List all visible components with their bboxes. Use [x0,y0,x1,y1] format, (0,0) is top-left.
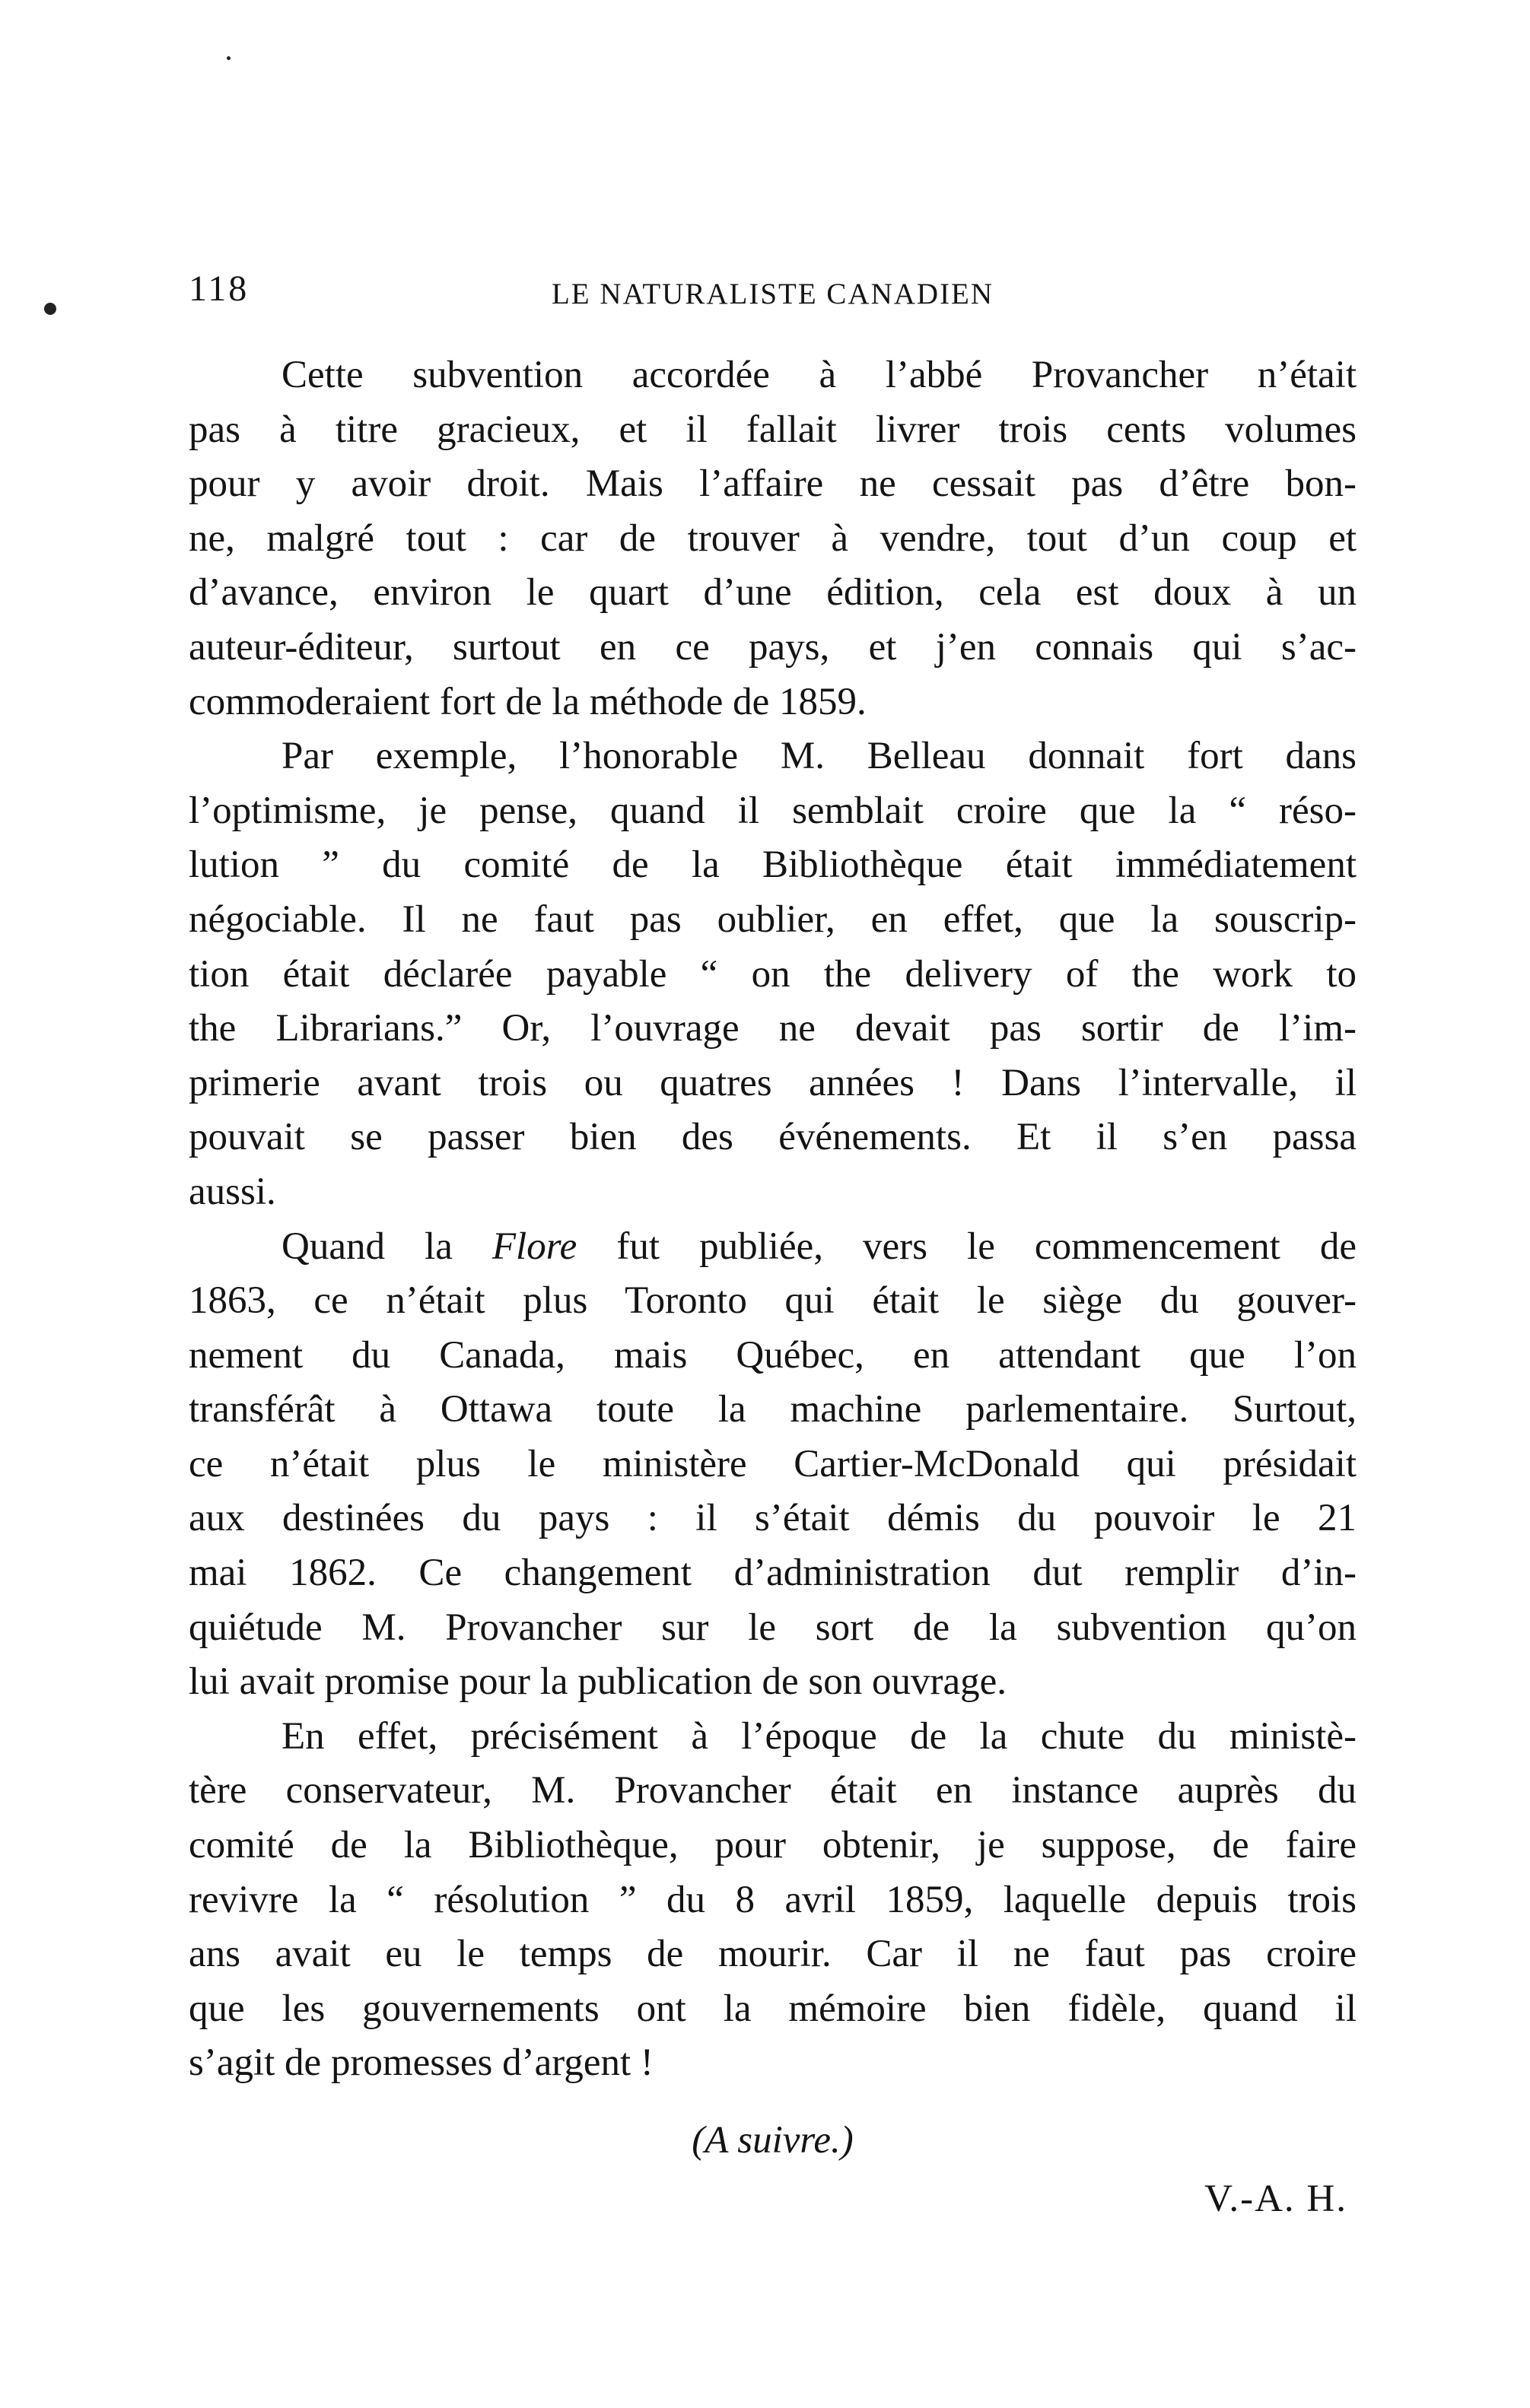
text-line: mai 1862. Ce changement d’administration dut remplir d’in- [189,1552,1357,1595]
paragraph [189,1710,1357,2091]
text-line: auteur-éditeur, surtout en ce pays, et j’en connais qui s’ac- [189,625,1357,669]
text-line: commoderaient fort de la méthode de 1859. [189,680,867,723]
text-line: aux destinées du pays : il s’était démis du pouvoir le 21 [189,1497,1357,1540]
text-run: Quand la [282,1225,492,1268]
text-line: nement du Canada, mais Québec, en attendant que l’on [189,1333,1357,1377]
text-line: the Librarians.” Or, l’ouvrage ne devait pas sortir de l’im- [189,1007,1357,1050]
margin-speck [227,56,231,60]
margin-speck [44,303,56,315]
text-line: tion était déclarée payable “ on the delivery of the work to [189,952,1357,996]
text-line: ans avait eu le temps de mourir. Car il ne faut pas croire [189,1933,1357,1976]
text-line: que les gouvernements ont la mémoire bien fidèle, quand il [189,1987,1357,2030]
text-line: l’optimisme, je pense, quand il semblait croire que la “ réso- [189,789,1357,832]
text-line: Par exemple, l’honorable M. Belleau donnait fort dans [282,735,1357,778]
text-line: pour y avoir droit. Mais l’affaire ne cessait pas d’être bon- [189,462,1357,506]
text-line: 1863, ce n’était plus Toronto qui était le siège du gouver- [189,1279,1357,1323]
text-line: Cette subvention accordée à l’abbé Provancher n’était [282,354,1357,396]
text-line [189,1220,1357,1275]
text-line: lui avait promise pour la publication de son ouvrage. [189,1660,1007,1704]
author-signature: V.-A. H. [1204,2178,1347,2220]
text-line: tère conservateur, M. Provancher était en instance auprès du [189,1769,1357,1812]
text-line: primerie avant trois ou quatres années ! Dans l’intervalle, il [189,1061,1357,1104]
paragraph [189,729,1357,1219]
text-line: pouvait se passer bien des événements. Et il s’en passa [189,1116,1357,1159]
continuation-note: (A suivre.) [692,2119,854,2162]
text-line: ce n’était plus le ministère Cartier-McDonald qui présidait [189,1442,1357,1485]
text-line: ne, malgré tout : car de trouver à vendre, tout d’un coup et [189,516,1357,560]
text-line: transférât à Ottawa toute la machine parlementaire. Surtout, [189,1388,1357,1431]
body-text [189,348,1357,2091]
text-line: revivre la “ résolution ” du 8 avril 1859, laquelle depuis trois [189,1878,1357,1921]
text-line: En effet, précisément à l’époque de la chute du ministè- [282,1714,1357,1758]
text-line: pas à titre gracieux, et il fallait livrer trois cents volumes [189,408,1357,451]
text-line: négociable. Il ne faut pas oublier, en effet, que la souscrip- [189,897,1357,941]
page-header [189,268,1357,321]
text-line: quiétude M. Provancher sur le sort de la subvention qu’on [189,1606,1357,1649]
text-line: d’avance, environ le quart d’une édition, cela est doux à un [189,571,1357,615]
paragraph [189,1220,1357,1710]
text-run: fut publiée, vers le commencement de [577,1225,1357,1268]
italic-title: Flore [491,1225,577,1268]
text-line: comité de la Bibliothèque, pour obtenir, je suppose, de faire [189,1824,1357,1867]
text-line: aussi. [189,1170,276,1213]
running-head: LE NATURALISTE CANADIEN [551,278,994,310]
text-line: s’agit de promesses d’argent ! [189,2041,654,2085]
page-number: 118 [189,268,250,309]
paragraph [189,348,1357,729]
text-line: lution ” du comité de la Bibliothèque était immédiatement [189,843,1357,887]
